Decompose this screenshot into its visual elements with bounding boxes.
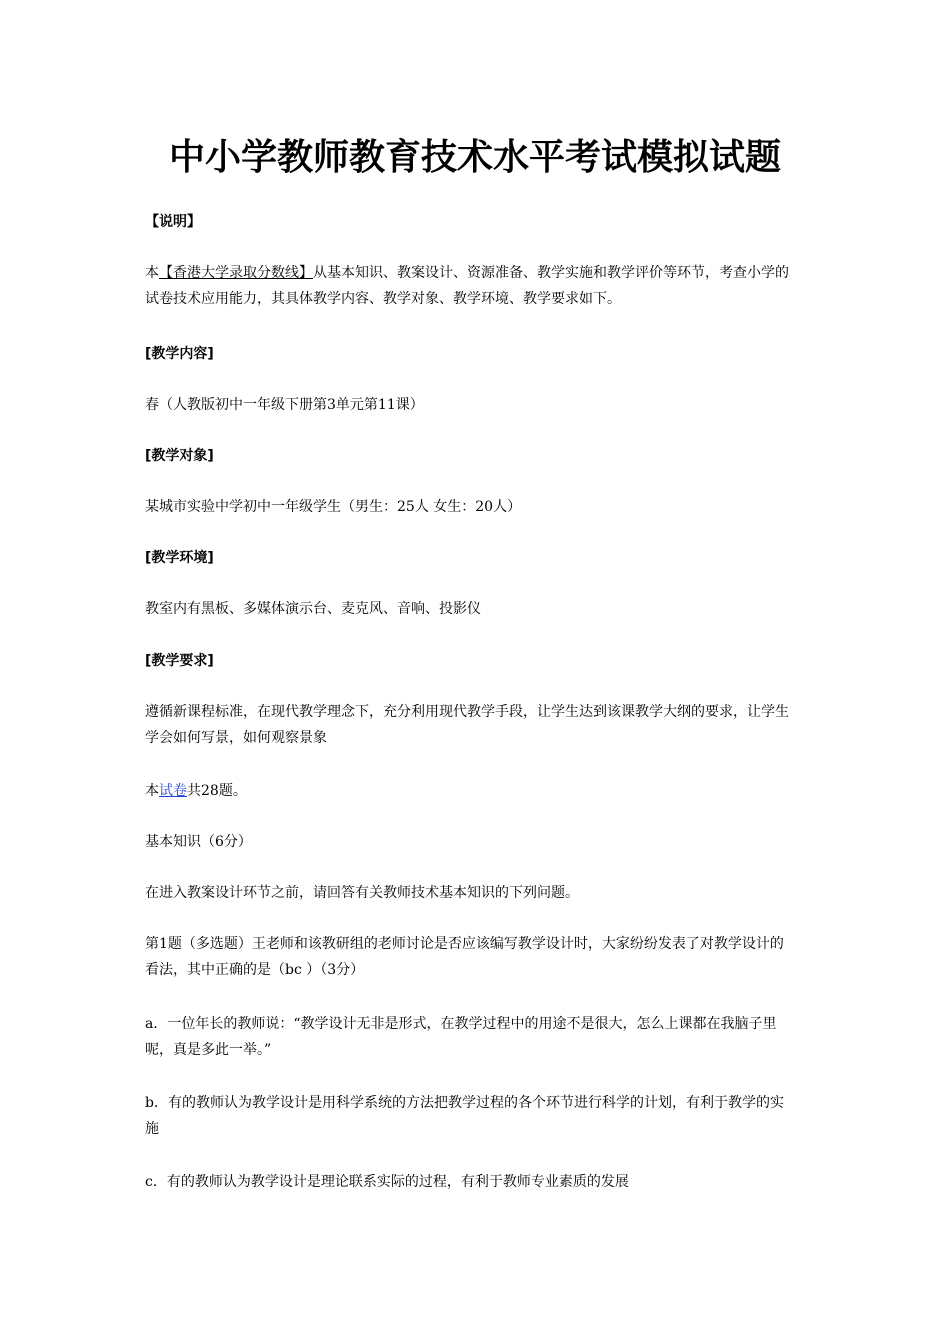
- basic-knowledge-heading: 基本知识（6分）: [145, 834, 252, 850]
- option-a-line1: a．一位年长的教师说：“教学设计无非是形式，在教学过程中的用途不是很大，怎么上课都在我脑子里: [145, 1016, 777, 1032]
- option-b-line1: b．有的教师认为教学设计是用科学系统的方法把教学过程的各个环节进行科学的计划，有利于教学的实: [145, 1095, 784, 1111]
- intro-line2: 试卷技术应用能力，其具体教学内容、教学对象、教学环境、教学要求如下。: [145, 291, 621, 307]
- option-a: [145, 1011, 807, 1063]
- explanation-heading: 【说明】: [145, 214, 201, 230]
- university-score-link[interactable]: 【香港大学录取分数线】: [159, 265, 313, 281]
- intro-prefix: 本: [145, 265, 159, 281]
- option-c: [145, 1169, 807, 1195]
- paper-count: [145, 778, 807, 804]
- section-body-content: 春（人教版初中一年级下册第3单元第11课）: [145, 397, 424, 413]
- requirements-line1: 遵循新课程标准，在现代教学理念下，充分利用现代教学手段，让学生达到该课教学大纲的要求，让学生: [145, 704, 789, 720]
- question-1-line2: 看法，其中正确的是（bc ）（3分）: [145, 962, 365, 978]
- question-1-line1: 第1题（多选题）王老师和该教研组的老师讨论是否应该编写教学设计时，大家纷纷发表了对教学设计的: [145, 936, 784, 952]
- option-a-line2: 呢，真是多此一举。”: [145, 1042, 272, 1058]
- requirements-line2: 学会如何写景，如何观察景象: [145, 730, 327, 746]
- paper-count-prefix: 本: [145, 783, 159, 799]
- document-title: 中小学教师教育技术水平考试模拟试题: [168, 137, 781, 178]
- basic-knowledge-instruction: 在进入教案设计环节之前，请回答有关教师技术基本知识的下列问题。: [145, 885, 579, 901]
- option-b-line2: 施: [145, 1121, 159, 1137]
- section-heading-audience: [教学对象]: [145, 448, 214, 464]
- question-1: [145, 931, 807, 983]
- section-heading-requirements: [教学要求]: [145, 653, 214, 669]
- section-body-requirements: [145, 699, 807, 751]
- intro-paragraph: [145, 260, 807, 312]
- section-heading-environment: [教学环境]: [145, 550, 214, 566]
- intro-line1-rest: 从基本知识、教案设计、资源准备、教学实施和教学评价等环节，考查小学的: [313, 265, 789, 281]
- option-c-line1: c．有的教师认为教学设计是理论联系实际的过程，有利于教师专业素质的发展: [145, 1174, 629, 1190]
- section-body-audience: 某城市实验中学初中一年级学生（男生：25人 女生：20人）: [145, 499, 522, 515]
- exam-paper-link[interactable]: 试卷: [159, 783, 187, 799]
- paper-count-suffix: 共28题。: [187, 783, 247, 799]
- option-b: [145, 1090, 807, 1142]
- section-body-environment: 教室内有黑板、多媒体演示台、麦克风、音响、投影仪: [145, 601, 481, 617]
- section-heading-content: [教学内容]: [145, 346, 214, 362]
